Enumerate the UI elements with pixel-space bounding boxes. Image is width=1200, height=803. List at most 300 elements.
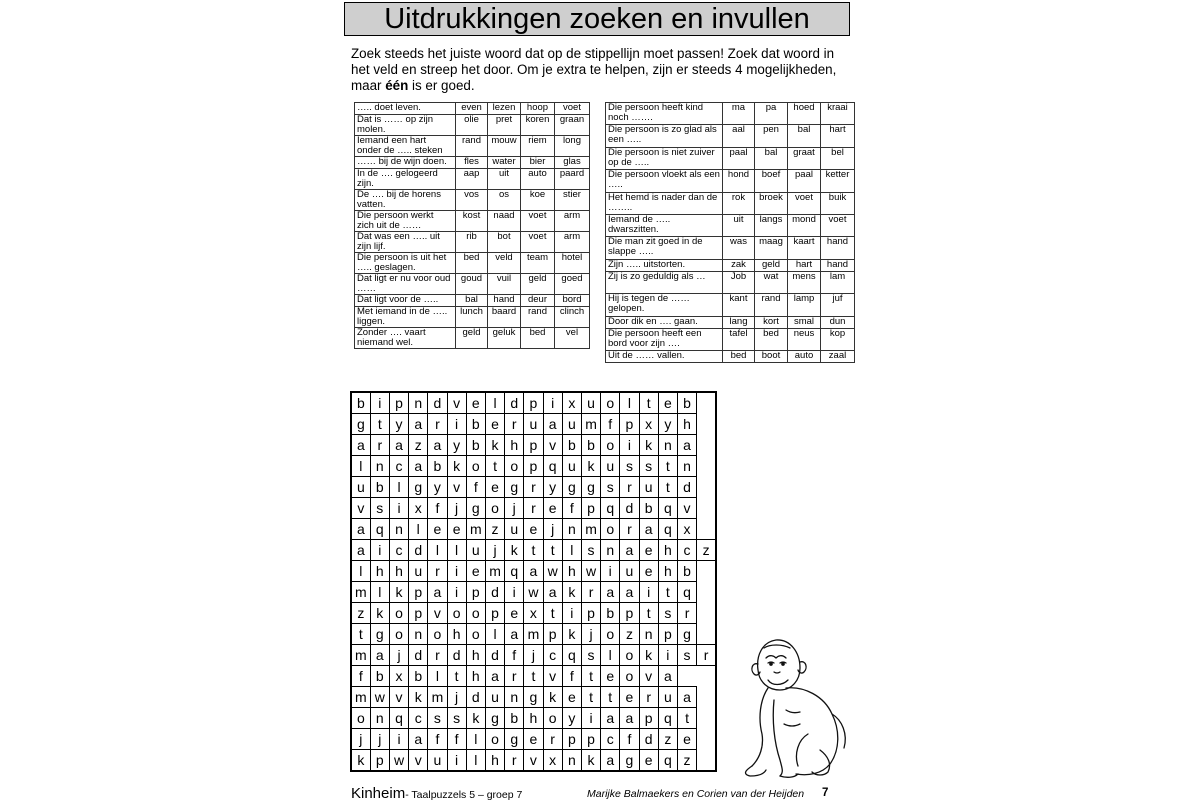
grid-cell[interactable]: b	[581, 435, 600, 456]
grid-cell[interactable]: x	[409, 498, 428, 519]
grid-cell[interactable]: g	[485, 707, 504, 728]
grid-cell[interactable]: q	[601, 498, 620, 519]
grid-cell[interactable]: j	[447, 686, 466, 707]
grid-cell[interactable]: o	[466, 602, 485, 623]
grid-cell[interactable]: n	[562, 519, 581, 540]
grid-cell[interactable]: o	[389, 602, 408, 623]
grid-cell[interactable]: a	[658, 665, 677, 686]
grid-cell[interactable]: a	[505, 623, 524, 644]
grid-cell[interactable]: a	[601, 581, 620, 602]
grid-cell[interactable]: r	[370, 435, 389, 456]
grid-cell[interactable]: k	[562, 581, 581, 602]
grid-cell[interactable]: b	[466, 414, 485, 435]
grid-cell[interactable]: c	[677, 539, 696, 560]
grid-cell[interactable]: q	[658, 707, 677, 728]
grid-cell[interactable]: w	[524, 581, 543, 602]
grid-cell[interactable]: i	[389, 728, 408, 749]
grid-cell[interactable]: i	[447, 581, 466, 602]
grid-cell[interactable]: s	[447, 707, 466, 728]
grid-cell[interactable]: g	[505, 477, 524, 498]
grid-cell[interactable]: b	[428, 456, 447, 477]
grid-cell[interactable]: f	[466, 477, 485, 498]
grid-cell[interactable]: g	[466, 498, 485, 519]
grid-cell[interactable]: e	[524, 519, 543, 540]
grid-cell[interactable]: p	[562, 728, 581, 749]
grid-cell[interactable]: d	[428, 392, 447, 414]
grid-cell[interactable]: a	[524, 560, 543, 581]
grid-cell[interactable]: e	[639, 749, 658, 771]
grid-cell[interactable]: r	[677, 602, 696, 623]
grid-cell[interactable]: b	[351, 392, 370, 414]
grid-cell[interactable]: p	[389, 392, 408, 414]
grid-cell[interactable]: z	[620, 623, 639, 644]
grid-cell[interactable]: k	[505, 539, 524, 560]
grid-cell[interactable]: m	[351, 644, 370, 665]
grid-cell[interactable]: j	[581, 623, 600, 644]
grid-cell[interactable]: l	[447, 539, 466, 560]
grid-cell[interactable]: z	[409, 435, 428, 456]
grid-cell[interactable]: n	[409, 392, 428, 414]
grid-cell[interactable]: i	[447, 749, 466, 771]
grid-cell[interactable]: y	[562, 707, 581, 728]
grid-cell[interactable]: t	[677, 707, 696, 728]
grid-cell[interactable]: y	[428, 477, 447, 498]
grid-cell[interactable]: o	[620, 665, 639, 686]
grid-cell[interactable]: q	[677, 581, 696, 602]
grid-cell[interactable]: a	[601, 707, 620, 728]
grid-cell[interactable]: z	[351, 602, 370, 623]
grid-cell[interactable]: a	[351, 519, 370, 540]
grid-cell[interactable]: x	[524, 602, 543, 623]
grid-cell[interactable]: g	[620, 749, 639, 771]
grid-cell[interactable]: p	[543, 623, 562, 644]
grid-cell[interactable]: f	[505, 644, 524, 665]
grid-cell[interactable]: f	[601, 414, 620, 435]
grid-cell[interactable]: p	[620, 414, 639, 435]
grid-cell[interactable]: a	[543, 414, 562, 435]
grid-cell[interactable]: e	[639, 560, 658, 581]
grid-cell[interactable]: v	[524, 749, 543, 771]
grid-cell[interactable]: o	[543, 707, 562, 728]
grid-cell[interactable]: i	[447, 414, 466, 435]
grid-cell[interactable]: v	[428, 602, 447, 623]
grid-cell[interactable]: u	[505, 519, 524, 540]
grid-cell[interactable]: t	[543, 539, 562, 560]
grid-cell[interactable]: b	[505, 707, 524, 728]
grid-cell[interactable]: y	[447, 435, 466, 456]
grid-cell[interactable]: m	[524, 623, 543, 644]
grid-cell[interactable]: v	[447, 477, 466, 498]
grid-cell[interactable]: u	[428, 749, 447, 771]
grid-cell[interactable]: a	[620, 539, 639, 560]
word-search-grid[interactable]	[350, 391, 717, 772]
grid-cell[interactable]: m	[581, 519, 600, 540]
grid-cell[interactable]: p	[581, 498, 600, 519]
grid-cell[interactable]: a	[620, 581, 639, 602]
grid-cell[interactable]: h	[466, 665, 485, 686]
grid-cell[interactable]: a	[409, 414, 428, 435]
grid-cell[interactable]: s	[620, 456, 639, 477]
grid-cell[interactable]: t	[370, 414, 389, 435]
grid-cell[interactable]: l	[620, 392, 639, 414]
grid-cell[interactable]: u	[351, 477, 370, 498]
grid-cell[interactable]: a	[370, 644, 389, 665]
grid-cell[interactable]: t	[601, 686, 620, 707]
grid-cell[interactable]: n	[409, 623, 428, 644]
grid-cell[interactable]: k	[466, 707, 485, 728]
grid-cell[interactable]: w	[370, 686, 389, 707]
grid-cell[interactable]: c	[389, 456, 408, 477]
grid-cell[interactable]: o	[485, 498, 504, 519]
grid-cell[interactable]: m	[351, 686, 370, 707]
grid-cell[interactable]: f	[562, 498, 581, 519]
grid-cell[interactable]: i	[447, 560, 466, 581]
grid-cell[interactable]: y	[543, 477, 562, 498]
grid-cell[interactable]: j	[370, 728, 389, 749]
grid-cell[interactable]: y	[658, 414, 677, 435]
grid-cell[interactable]: e	[658, 392, 677, 414]
grid-cell[interactable]: r	[505, 665, 524, 686]
grid-cell[interactable]: i	[658, 644, 677, 665]
grid-cell[interactable]: o	[601, 435, 620, 456]
grid-cell[interactable]: u	[409, 560, 428, 581]
grid-cell[interactable]: p	[370, 749, 389, 771]
grid-cell[interactable]: c	[389, 539, 408, 560]
grid-cell[interactable]: g	[351, 414, 370, 435]
grid-cell[interactable]: r	[543, 728, 562, 749]
grid-cell[interactable]: o	[466, 623, 485, 644]
grid-cell[interactable]: e	[562, 686, 581, 707]
grid-cell[interactable]: b	[677, 560, 696, 581]
grid-cell[interactable]: e	[677, 728, 696, 749]
grid-cell[interactable]: d	[466, 686, 485, 707]
grid-cell[interactable]: p	[639, 707, 658, 728]
grid-cell[interactable]: q	[389, 707, 408, 728]
grid-cell[interactable]: o	[620, 644, 639, 665]
grid-cell[interactable]: t	[485, 456, 504, 477]
grid-cell[interactable]: d	[447, 644, 466, 665]
grid-cell[interactable]: k	[447, 456, 466, 477]
grid-cell[interactable]: s	[639, 456, 658, 477]
grid-cell[interactable]: j	[485, 539, 504, 560]
grid-cell[interactable]: p	[524, 435, 543, 456]
grid-cell[interactable]: h	[370, 560, 389, 581]
grid-cell[interactable]: g	[677, 623, 696, 644]
grid-cell[interactable]: i	[505, 581, 524, 602]
grid-cell[interactable]: i	[370, 539, 389, 560]
grid-cell[interactable]: b	[466, 435, 485, 456]
grid-cell[interactable]: i	[562, 602, 581, 623]
grid-cell[interactable]: e	[466, 560, 485, 581]
grid-cell[interactable]: p	[524, 392, 543, 414]
grid-cell[interactable]: t	[658, 581, 677, 602]
grid-cell[interactable]: c	[601, 728, 620, 749]
grid-cell[interactable]: u	[639, 477, 658, 498]
grid-cell[interactable]: n	[505, 686, 524, 707]
grid-cell[interactable]: a	[409, 728, 428, 749]
grid-cell[interactable]: q	[562, 644, 581, 665]
grid-cell[interactable]: o	[428, 623, 447, 644]
grid-cell[interactable]: t	[524, 539, 543, 560]
grid-cell[interactable]: e	[543, 498, 562, 519]
grid-cell[interactable]: z	[697, 539, 716, 560]
grid-cell[interactable]: o	[466, 456, 485, 477]
grid-cell[interactable]: r	[581, 581, 600, 602]
grid-cell[interactable]: t	[581, 665, 600, 686]
grid-cell[interactable]: o	[351, 707, 370, 728]
grid-cell[interactable]: h	[677, 414, 696, 435]
grid-cell[interactable]: g	[581, 477, 600, 498]
grid-cell[interactable]: x	[543, 749, 562, 771]
grid-cell[interactable]: s	[581, 644, 600, 665]
grid-cell[interactable]: t	[524, 665, 543, 686]
grid-cell[interactable]: a	[351, 539, 370, 560]
grid-cell[interactable]: x	[677, 519, 696, 540]
grid-cell[interactable]: c	[543, 644, 562, 665]
grid-cell[interactable]: l	[351, 456, 370, 477]
grid-cell[interactable]: r	[428, 414, 447, 435]
grid-cell[interactable]: r	[639, 686, 658, 707]
grid-cell[interactable]: q	[505, 560, 524, 581]
grid-cell[interactable]: h	[485, 749, 504, 771]
grid-cell[interactable]: k	[543, 686, 562, 707]
grid-cell[interactable]: r	[697, 644, 716, 665]
grid-cell[interactable]: e	[524, 728, 543, 749]
grid-cell[interactable]: a	[677, 686, 696, 707]
grid-cell[interactable]: a	[601, 749, 620, 771]
grid-cell[interactable]: n	[370, 456, 389, 477]
grid-cell[interactable]: b	[562, 435, 581, 456]
grid-cell[interactable]: l	[466, 728, 485, 749]
grid-cell[interactable]: p	[409, 581, 428, 602]
grid-cell[interactable]: t	[543, 602, 562, 623]
grid-cell[interactable]: d	[639, 728, 658, 749]
grid-cell[interactable]: m	[351, 581, 370, 602]
grid-cell[interactable]: s	[370, 498, 389, 519]
grid-cell[interactable]: m	[428, 686, 447, 707]
grid-cell[interactable]: s	[658, 602, 677, 623]
grid-cell[interactable]: i	[620, 435, 639, 456]
grid-cell[interactable]: n	[639, 623, 658, 644]
grid-cell[interactable]: u	[562, 414, 581, 435]
grid-cell[interactable]: a	[428, 581, 447, 602]
grid-cell[interactable]: h	[447, 623, 466, 644]
grid-cell[interactable]: i	[370, 392, 389, 414]
grid-cell[interactable]: m	[466, 519, 485, 540]
grid-cell[interactable]: j	[505, 498, 524, 519]
grid-cell[interactable]: x	[562, 392, 581, 414]
grid-cell[interactable]: b	[370, 477, 389, 498]
grid-cell[interactable]: l	[601, 644, 620, 665]
grid-cell[interactable]: z	[485, 519, 504, 540]
grid-cell[interactable]: u	[562, 456, 581, 477]
grid-cell[interactable]: l	[428, 539, 447, 560]
grid-cell[interactable]: t	[581, 686, 600, 707]
grid-cell[interactable]: k	[409, 686, 428, 707]
grid-cell[interactable]: l	[485, 392, 504, 414]
grid-cell[interactable]: p	[409, 602, 428, 623]
grid-cell[interactable]: q	[658, 519, 677, 540]
grid-cell[interactable]: s	[581, 539, 600, 560]
grid-cell[interactable]: h	[505, 435, 524, 456]
grid-cell[interactable]: o	[601, 623, 620, 644]
grid-cell[interactable]: k	[562, 623, 581, 644]
grid-cell[interactable]: i	[389, 498, 408, 519]
grid-cell[interactable]: a	[428, 435, 447, 456]
grid-cell[interactable]: t	[351, 623, 370, 644]
grid-cell[interactable]: w	[543, 560, 562, 581]
grid-cell[interactable]: t	[639, 602, 658, 623]
grid-cell[interactable]: g	[524, 686, 543, 707]
grid-cell[interactable]: p	[581, 728, 600, 749]
grid-cell[interactable]: g	[562, 477, 581, 498]
grid-cell[interactable]: e	[485, 414, 504, 435]
grid-cell[interactable]: g	[370, 623, 389, 644]
grid-cell[interactable]: k	[581, 749, 600, 771]
grid-cell[interactable]: i	[543, 392, 562, 414]
grid-cell[interactable]: r	[428, 644, 447, 665]
grid-cell[interactable]: r	[620, 477, 639, 498]
grid-cell[interactable]: l	[409, 519, 428, 540]
grid-cell[interactable]: p	[620, 602, 639, 623]
grid-cell[interactable]: f	[428, 498, 447, 519]
grid-cell[interactable]: n	[562, 749, 581, 771]
grid-cell[interactable]: f	[428, 728, 447, 749]
grid-cell[interactable]: q	[543, 456, 562, 477]
grid-cell[interactable]: h	[524, 707, 543, 728]
grid-cell[interactable]: k	[639, 644, 658, 665]
grid-cell[interactable]: n	[677, 456, 696, 477]
grid-cell[interactable]: v	[543, 435, 562, 456]
grid-cell[interactable]: i	[581, 707, 600, 728]
grid-cell[interactable]: p	[524, 456, 543, 477]
grid-cell[interactable]: r	[505, 749, 524, 771]
grid-cell[interactable]: j	[543, 519, 562, 540]
grid-cell[interactable]: m	[485, 560, 504, 581]
grid-cell[interactable]: t	[658, 477, 677, 498]
grid-cell[interactable]: j	[351, 728, 370, 749]
grid-cell[interactable]: k	[370, 602, 389, 623]
grid-cell[interactable]: u	[485, 686, 504, 707]
grid-cell[interactable]: a	[677, 435, 696, 456]
grid-cell[interactable]: k	[485, 435, 504, 456]
grid-cell[interactable]: l	[389, 477, 408, 498]
grid-cell[interactable]: r	[505, 414, 524, 435]
grid-cell[interactable]: q	[370, 519, 389, 540]
grid-cell[interactable]: o	[505, 456, 524, 477]
grid-cell[interactable]: x	[389, 665, 408, 686]
grid-cell[interactable]: y	[389, 414, 408, 435]
grid-cell[interactable]: g	[505, 728, 524, 749]
grid-cell[interactable]: u	[601, 456, 620, 477]
grid-cell[interactable]: t	[658, 456, 677, 477]
grid-cell[interactable]: i	[601, 560, 620, 581]
grid-cell[interactable]: h	[389, 560, 408, 581]
grid-cell[interactable]: n	[389, 519, 408, 540]
grid-cell[interactable]: e	[428, 519, 447, 540]
grid-cell[interactable]: u	[524, 414, 543, 435]
grid-cell[interactable]: a	[485, 665, 504, 686]
grid-cell[interactable]: v	[351, 498, 370, 519]
grid-cell[interactable]: j	[447, 498, 466, 519]
grid-cell[interactable]: b	[601, 602, 620, 623]
grid-cell[interactable]: b	[409, 665, 428, 686]
grid-cell[interactable]: m	[581, 414, 600, 435]
grid-cell[interactable]: p	[581, 602, 600, 623]
grid-cell[interactable]: b	[639, 498, 658, 519]
grid-cell[interactable]: x	[639, 414, 658, 435]
grid-cell[interactable]: e	[601, 665, 620, 686]
grid-cell[interactable]: r	[524, 477, 543, 498]
grid-cell[interactable]: s	[677, 644, 696, 665]
grid-cell[interactable]: w	[581, 560, 600, 581]
grid-cell[interactable]: z	[658, 728, 677, 749]
grid-cell[interactable]: p	[466, 581, 485, 602]
grid-cell[interactable]: a	[351, 435, 370, 456]
grid-cell[interactable]: e	[639, 539, 658, 560]
grid-cell[interactable]: s	[601, 477, 620, 498]
grid-cell[interactable]: c	[409, 707, 428, 728]
grid-cell[interactable]: q	[658, 498, 677, 519]
grid-cell[interactable]: f	[351, 665, 370, 686]
grid-cell[interactable]: o	[601, 519, 620, 540]
grid-cell[interactable]: o	[389, 623, 408, 644]
grid-cell[interactable]: j	[389, 644, 408, 665]
grid-cell[interactable]: d	[409, 539, 428, 560]
grid-cell[interactable]: h	[658, 560, 677, 581]
grid-cell[interactable]: p	[658, 623, 677, 644]
grid-cell[interactable]: t	[447, 665, 466, 686]
grid-cell[interactable]: f	[447, 728, 466, 749]
grid-cell[interactable]: u	[466, 539, 485, 560]
grid-cell[interactable]: o	[485, 728, 504, 749]
grid-cell[interactable]: b	[370, 665, 389, 686]
grid-cell[interactable]: d	[677, 477, 696, 498]
grid-cell[interactable]: v	[677, 498, 696, 519]
grid-cell[interactable]: q	[658, 749, 677, 771]
grid-cell[interactable]: o	[447, 602, 466, 623]
grid-cell[interactable]: u	[658, 686, 677, 707]
grid-cell[interactable]: d	[485, 644, 504, 665]
grid-cell[interactable]: a	[543, 581, 562, 602]
grid-cell[interactable]: l	[351, 560, 370, 581]
grid-cell[interactable]: h	[562, 560, 581, 581]
grid-cell[interactable]: p	[485, 602, 504, 623]
grid-cell[interactable]: h	[466, 644, 485, 665]
grid-cell[interactable]: d	[505, 392, 524, 414]
grid-cell[interactable]: r	[620, 519, 639, 540]
grid-cell[interactable]: v	[389, 686, 408, 707]
grid-cell[interactable]: i	[639, 581, 658, 602]
grid-cell[interactable]: g	[409, 477, 428, 498]
grid-cell[interactable]: a	[620, 707, 639, 728]
grid-cell[interactable]: f	[620, 728, 639, 749]
grid-cell[interactable]: e	[447, 519, 466, 540]
grid-cell[interactable]: l	[370, 581, 389, 602]
grid-cell[interactable]: o	[601, 392, 620, 414]
grid-cell[interactable]: n	[658, 435, 677, 456]
grid-cell[interactable]: u	[620, 560, 639, 581]
grid-cell[interactable]: w	[389, 749, 408, 771]
grid-cell[interactable]: l	[562, 539, 581, 560]
grid-cell[interactable]: e	[620, 686, 639, 707]
grid-cell[interactable]: v	[543, 665, 562, 686]
grid-cell[interactable]: d	[620, 498, 639, 519]
grid-cell[interactable]: v	[639, 665, 658, 686]
grid-cell[interactable]: b	[677, 392, 696, 414]
grid-cell[interactable]: r	[524, 498, 543, 519]
grid-cell[interactable]: v	[447, 392, 466, 414]
